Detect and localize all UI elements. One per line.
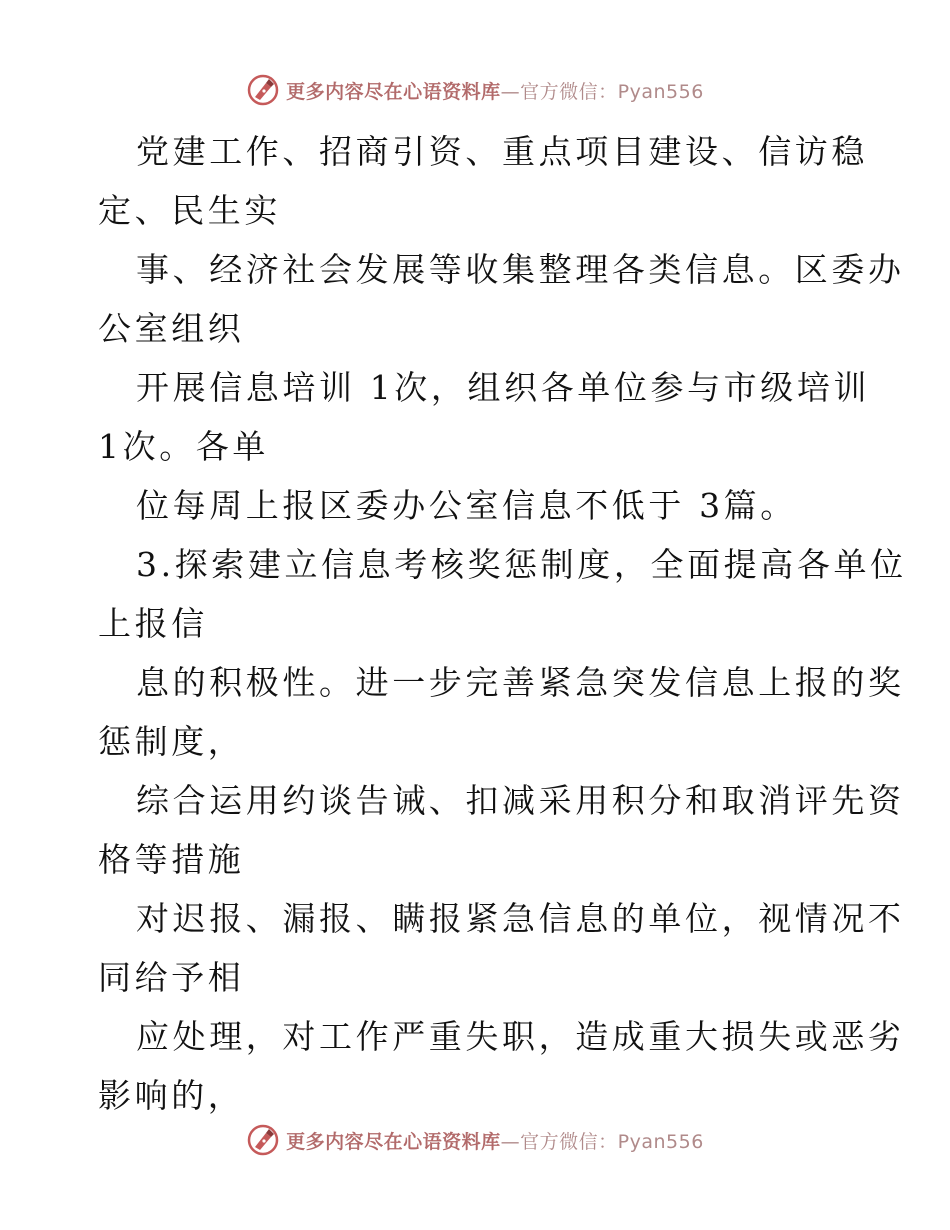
watermark-dash: — — [500, 80, 521, 103]
text-line: 综合运用约谈告诫、扣减采用积分和取消评先资 — [136, 781, 905, 820]
text-line: 事、经济社会发展等收集整理各类信息。区委办 — [136, 250, 905, 289]
text-line: 上报信 — [98, 604, 208, 643]
text-line: 开展信息培训 1次，组织各单位参与市级培训 — [136, 368, 871, 407]
watermark-text — [286, 1127, 704, 1154]
text-line: 惩制度， — [98, 722, 245, 761]
text-line: 息的积极性。进一步完善紧急突发信息上报的奖 — [136, 663, 905, 702]
pen-nib-logo-icon — [246, 1123, 280, 1157]
text-line: 党建工作、招商引资、重点项目建设、信访稳 — [136, 132, 868, 171]
pen-nib-logo-icon — [246, 73, 280, 107]
watermark-left-text: 更多内容尽在心语资料库 — [286, 1130, 501, 1153]
body-text — [98, 122, 907, 1125]
header-watermark — [0, 72, 950, 108]
text-line: 影响的， — [98, 1076, 245, 1115]
text-line: 定、民生实 — [98, 191, 281, 230]
watermark-text — [286, 77, 704, 104]
text-line: 格等措施 — [98, 840, 245, 879]
text-line: 1次。各单 — [98, 427, 269, 466]
text-line: 3.探索建立信息考核奖惩制度，全面提高各单位 — [136, 545, 907, 584]
text-line: 公室组织 — [98, 309, 245, 348]
text-line: 位每周上报区委办公室信息不低于 3篇。 — [136, 486, 797, 525]
watermark-right-text: 官方微信：Pyan556 — [520, 1130, 704, 1153]
text-line: 应处理，对工作严重失职，造成重大损失或恶劣 — [136, 1017, 905, 1056]
footer-watermark — [0, 1122, 950, 1158]
text-line: 对迟报、漏报、瞒报紧急信息的单位，视情况不 — [136, 899, 905, 938]
watermark-right-text: 官方微信：Pyan556 — [520, 80, 704, 103]
text-line: 同给予相 — [98, 958, 245, 997]
watermark-left-text: 更多内容尽在心语资料库 — [286, 80, 501, 103]
watermark-dash: — — [500, 1130, 521, 1153]
